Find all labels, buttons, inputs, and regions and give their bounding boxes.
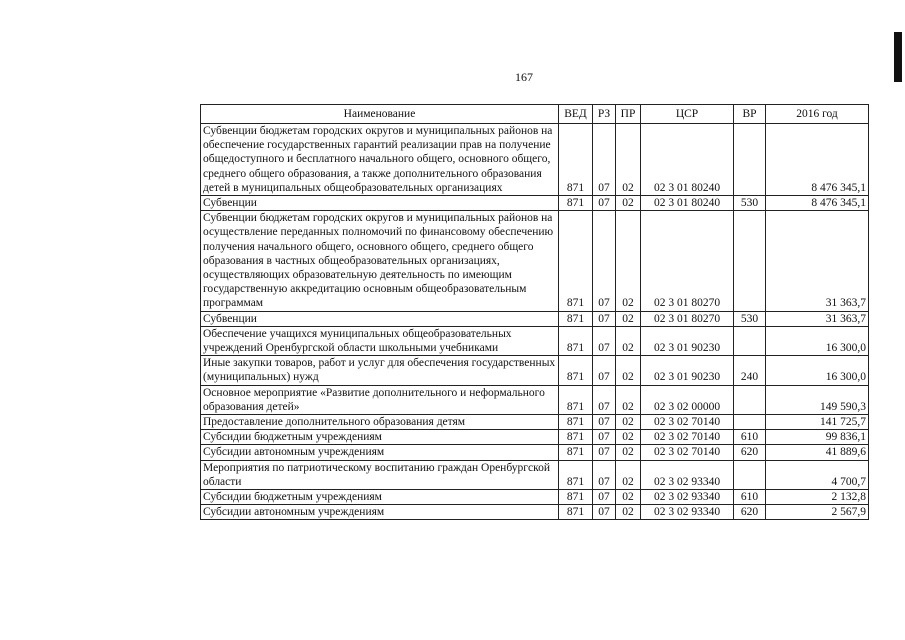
cell-csr: 02 3 02 93340 xyxy=(641,460,734,489)
table-row xyxy=(201,124,869,196)
cell-ved: 871 xyxy=(559,460,593,489)
header-year: 2016 год xyxy=(766,105,869,124)
cell-csr: 02 3 02 93340 xyxy=(641,505,734,520)
cell-rz: 07 xyxy=(593,490,616,505)
cell-amount: 4 700,7 xyxy=(766,460,869,489)
cell-amount: 149 590,3 xyxy=(766,385,869,414)
header-name: Наименование xyxy=(201,105,559,124)
cell-pr: 02 xyxy=(616,311,641,326)
cell-name: Мероприятия по патриотическому воспитанию граждан Оренбургской области xyxy=(201,460,559,489)
cell-csr: 02 3 02 70140 xyxy=(641,415,734,430)
cell-pr: 02 xyxy=(616,326,641,355)
cell-amount: 16 300,0 xyxy=(766,356,869,385)
cell-pr: 02 xyxy=(616,505,641,520)
cell-rz: 07 xyxy=(593,311,616,326)
cell-name: Основное мероприятие «Развитие дополнительного и неформального образования детей» xyxy=(201,385,559,414)
cell-rz: 07 xyxy=(593,124,616,196)
header-pr: ПР xyxy=(616,105,641,124)
cell-ved: 871 xyxy=(559,311,593,326)
cell-amount: 31 363,7 xyxy=(766,311,869,326)
cell-csr: 02 3 02 00000 xyxy=(641,385,734,414)
cell-csr: 02 3 02 93340 xyxy=(641,490,734,505)
cell-vr: 620 xyxy=(734,445,766,460)
cell-pr: 02 xyxy=(616,124,641,196)
cell-amount: 141 725,7 xyxy=(766,415,869,430)
cell-pr: 02 xyxy=(616,490,641,505)
scan-edge-mark xyxy=(894,32,902,82)
table-body xyxy=(201,124,869,520)
cell-rz: 07 xyxy=(593,445,616,460)
cell-pr: 02 xyxy=(616,460,641,489)
cell-vr: 620 xyxy=(734,505,766,520)
cell-amount: 41 889,6 xyxy=(766,445,869,460)
table-row xyxy=(201,490,869,505)
cell-vr: 610 xyxy=(734,490,766,505)
cell-ved: 871 xyxy=(559,430,593,445)
budget-table xyxy=(200,104,869,520)
page-number: 167 xyxy=(515,70,533,84)
cell-pr: 02 xyxy=(616,445,641,460)
table-row xyxy=(201,196,869,211)
table-row xyxy=(201,385,869,414)
table-row xyxy=(201,415,869,430)
cell-ved: 871 xyxy=(559,385,593,414)
cell-amount: 8 476 345,1 xyxy=(766,124,869,196)
cell-pr: 02 xyxy=(616,385,641,414)
cell-ved: 871 xyxy=(559,505,593,520)
cell-amount: 2 132,8 xyxy=(766,490,869,505)
cell-rz: 07 xyxy=(593,505,616,520)
table-row xyxy=(201,356,869,385)
cell-vr xyxy=(734,415,766,430)
cell-rz: 07 xyxy=(593,196,616,211)
cell-name: Обеспечение учащихся муниципальных общеобразовательных учреждений Оренбургской области школьными учебниками xyxy=(201,326,559,355)
cell-ved: 871 xyxy=(559,124,593,196)
cell-vr: 530 xyxy=(734,311,766,326)
cell-pr: 02 xyxy=(616,415,641,430)
cell-amount: 31 363,7 xyxy=(766,211,869,311)
table-row xyxy=(201,326,869,355)
table-row xyxy=(201,211,869,311)
cell-rz: 07 xyxy=(593,460,616,489)
cell-rz: 07 xyxy=(593,385,616,414)
cell-pr: 02 xyxy=(616,356,641,385)
cell-name: Субсидии автономным учреждениям xyxy=(201,505,559,520)
cell-csr: 02 3 01 90230 xyxy=(641,356,734,385)
table-row xyxy=(201,445,869,460)
cell-rz: 07 xyxy=(593,415,616,430)
cell-rz: 07 xyxy=(593,356,616,385)
cell-vr xyxy=(734,211,766,311)
cell-pr: 02 xyxy=(616,430,641,445)
cell-rz: 07 xyxy=(593,430,616,445)
cell-ved: 871 xyxy=(559,490,593,505)
cell-rz: 07 xyxy=(593,211,616,311)
header-ved: ВЕД xyxy=(559,105,593,124)
cell-csr: 02 3 01 90230 xyxy=(641,326,734,355)
cell-csr: 02 3 01 80240 xyxy=(641,124,734,196)
cell-name: Субвенции бюджетам городских округов и муниципальных районов на обеспечение государственных гарантий реализации прав на получение общедоступного и бесплатного начального общего, основного общего, среднего общего образования, а также дополнительного образования детей в муниципальных общеобразовательных организациях xyxy=(201,124,559,196)
cell-amount: 99 836,1 xyxy=(766,430,869,445)
cell-name: Предоставление дополнительного образования детям xyxy=(201,415,559,430)
header-csr: ЦСР xyxy=(641,105,734,124)
cell-vr: 530 xyxy=(734,196,766,211)
cell-amount: 8 476 345,1 xyxy=(766,196,869,211)
cell-name: Субвенции бюджетам городских округов и муниципальных районов на осуществление переданных полномочий по финансовому обеспечению получения начального общего, основного общего, среднего общего образования в частных общеобразовательных организациях, осуществляющих образовательную деятельность по имеющим государственную аккредитацию основным общеобразовательным программам xyxy=(201,211,559,311)
cell-vr xyxy=(734,385,766,414)
cell-ved: 871 xyxy=(559,415,593,430)
header-rz: РЗ xyxy=(593,105,616,124)
table-row xyxy=(201,430,869,445)
cell-ved: 871 xyxy=(559,445,593,460)
cell-rz: 07 xyxy=(593,326,616,355)
cell-name: Субсидии автономным учреждениям xyxy=(201,445,559,460)
cell-csr: 02 3 01 80240 xyxy=(641,196,734,211)
cell-name: Субвенции xyxy=(201,311,559,326)
cell-amount: 2 567,9 xyxy=(766,505,869,520)
cell-pr: 02 xyxy=(616,196,641,211)
cell-name: Иные закупки товаров, работ и услуг для обеспечения государственных (муниципальных) нужд xyxy=(201,356,559,385)
cell-amount: 16 300,0 xyxy=(766,326,869,355)
cell-csr: 02 3 01 80270 xyxy=(641,311,734,326)
cell-vr: 610 xyxy=(734,430,766,445)
cell-csr: 02 3 02 70140 xyxy=(641,445,734,460)
cell-name: Субвенции xyxy=(201,196,559,211)
cell-ved: 871 xyxy=(559,196,593,211)
cell-ved: 871 xyxy=(559,211,593,311)
cell-ved: 871 xyxy=(559,326,593,355)
header-row xyxy=(201,105,869,124)
table-row xyxy=(201,505,869,520)
table-row xyxy=(201,460,869,489)
cell-vr xyxy=(734,124,766,196)
cell-vr xyxy=(734,460,766,489)
table-row xyxy=(201,311,869,326)
header-vr: ВР xyxy=(734,105,766,124)
cell-pr: 02 xyxy=(616,211,641,311)
cell-name: Субсидии бюджетным учреждениям xyxy=(201,430,559,445)
cell-csr: 02 3 02 70140 xyxy=(641,430,734,445)
cell-name: Субсидии бюджетным учреждениям xyxy=(201,490,559,505)
cell-ved: 871 xyxy=(559,356,593,385)
cell-vr xyxy=(734,326,766,355)
cell-vr: 240 xyxy=(734,356,766,385)
cell-csr: 02 3 01 80270 xyxy=(641,211,734,311)
